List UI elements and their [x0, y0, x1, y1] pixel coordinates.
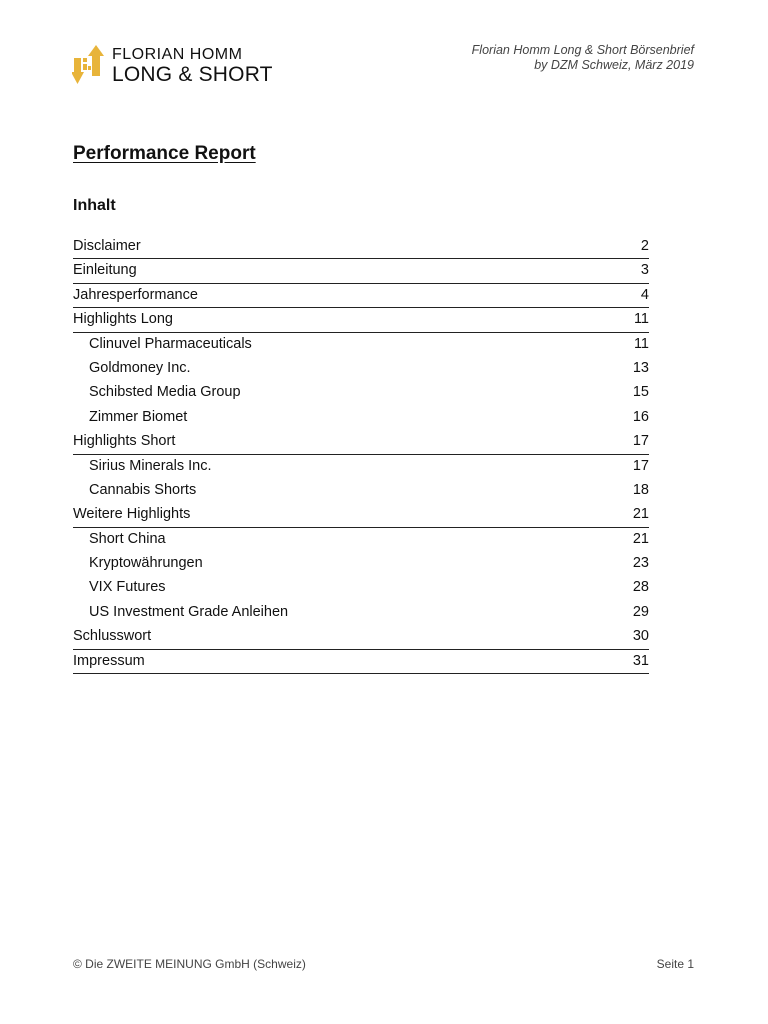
toc-entry-page[interactable]: 30: [632, 628, 649, 645]
toc-entry-label[interactable]: VIX Futures: [89, 579, 166, 596]
toc-entry[interactable]: [73, 308, 649, 332]
logo-arrows-icon: [72, 44, 108, 88]
logo-line2: LONG & SHORT: [112, 63, 273, 86]
toc-entry-page[interactable]: 21: [632, 506, 649, 523]
toc-entry-label[interactable]: Goldmoney Inc.: [89, 359, 191, 376]
footer-copyright: © Die ZWEITE MEINUNG GmbH (Schweiz): [73, 957, 306, 971]
toc-entry-page[interactable]: 13: [632, 359, 649, 376]
toc-entry-label[interactable]: Sirius Minerals Inc.: [89, 457, 212, 474]
toc-entry[interactable]: [73, 576, 649, 600]
toc-entry-page[interactable]: 11: [633, 311, 649, 328]
toc-entry-page[interactable]: 15: [632, 384, 649, 401]
toc-entry-page[interactable]: 17: [632, 457, 649, 474]
toc-entry[interactable]: [73, 455, 649, 479]
toc-entry-label[interactable]: Jahresperformance: [73, 286, 198, 303]
toc-entry[interactable]: [73, 284, 649, 308]
toc-entry-label[interactable]: Highlights Long: [73, 311, 173, 328]
toc-entry[interactable]: [73, 259, 649, 283]
toc-entry-label[interactable]: Disclaimer: [73, 238, 141, 254]
toc-entry[interactable]: [73, 235, 649, 259]
toc-entry-page[interactable]: 16: [632, 408, 649, 425]
toc-entry[interactable]: [73, 479, 649, 503]
toc-entry-page[interactable]: 17: [632, 433, 649, 450]
brand-logo: [72, 44, 282, 88]
toc-entry-label[interactable]: Clinuvel Pharmaceuticals: [89, 335, 252, 352]
logo-line1: FLORIAN HOMM: [112, 46, 243, 63]
toc-entry-page[interactable]: 18: [632, 481, 649, 498]
toc-entry[interactable]: [73, 552, 649, 576]
toc-entry-label[interactable]: Cannabis Shorts: [89, 481, 197, 498]
toc-entry-label[interactable]: Einleitung: [73, 262, 137, 279]
toc-entry-page[interactable]: 28: [632, 579, 649, 596]
footer-page-number: Seite 1: [656, 957, 694, 971]
toc-entry[interactable]: [73, 503, 649, 527]
header-date: by DZM Schweiz, März 2019: [534, 58, 694, 72]
header-info: [472, 43, 694, 73]
toc-entry-page[interactable]: 4: [640, 286, 649, 303]
toc-entry-page[interactable]: 2: [640, 238, 649, 254]
table-of-contents: [73, 235, 649, 674]
toc-entry[interactable]: [73, 625, 649, 649]
toc-entry-page[interactable]: 11: [633, 335, 649, 352]
toc-entry[interactable]: [73, 430, 649, 454]
toc-entry-page[interactable]: 21: [632, 530, 649, 547]
toc-entry-page[interactable]: 29: [632, 603, 649, 620]
toc-entry-label[interactable]: Schlusswort: [73, 628, 152, 645]
toc-entry-label[interactable]: Zimmer Biomet: [89, 408, 188, 425]
toc-entry-label[interactable]: Schibsted Media Group: [89, 384, 241, 401]
toc-entry-label[interactable]: Kryptowährungen: [89, 555, 203, 572]
toc-entry-label[interactable]: US Investment Grade Anleihen: [89, 603, 289, 620]
toc-entry[interactable]: [73, 357, 649, 381]
toc-entry[interactable]: [73, 333, 649, 357]
toc-entry-label[interactable]: Short China: [89, 530, 166, 547]
toc-entry-label[interactable]: Highlights Short: [73, 433, 176, 450]
toc-entry[interactable]: [73, 406, 649, 430]
toc-heading: Inhalt: [73, 197, 116, 214]
toc-entry-page[interactable]: 3: [640, 262, 649, 279]
page-title: Performance Report: [73, 143, 256, 164]
toc-entry-label[interactable]: Weitere Highlights: [73, 506, 191, 523]
toc-entry[interactable]: [73, 650, 649, 674]
toc-entry[interactable]: [73, 528, 649, 552]
toc-entry-page[interactable]: 23: [632, 555, 649, 572]
toc-entry[interactable]: [73, 381, 649, 405]
toc-entry-label[interactable]: Impressum: [73, 652, 145, 669]
header-publication: Florian Homm Long & Short Börsenbrief: [471, 43, 694, 57]
toc-entry[interactable]: [73, 601, 649, 625]
toc-entry-page[interactable]: 31: [632, 652, 649, 669]
